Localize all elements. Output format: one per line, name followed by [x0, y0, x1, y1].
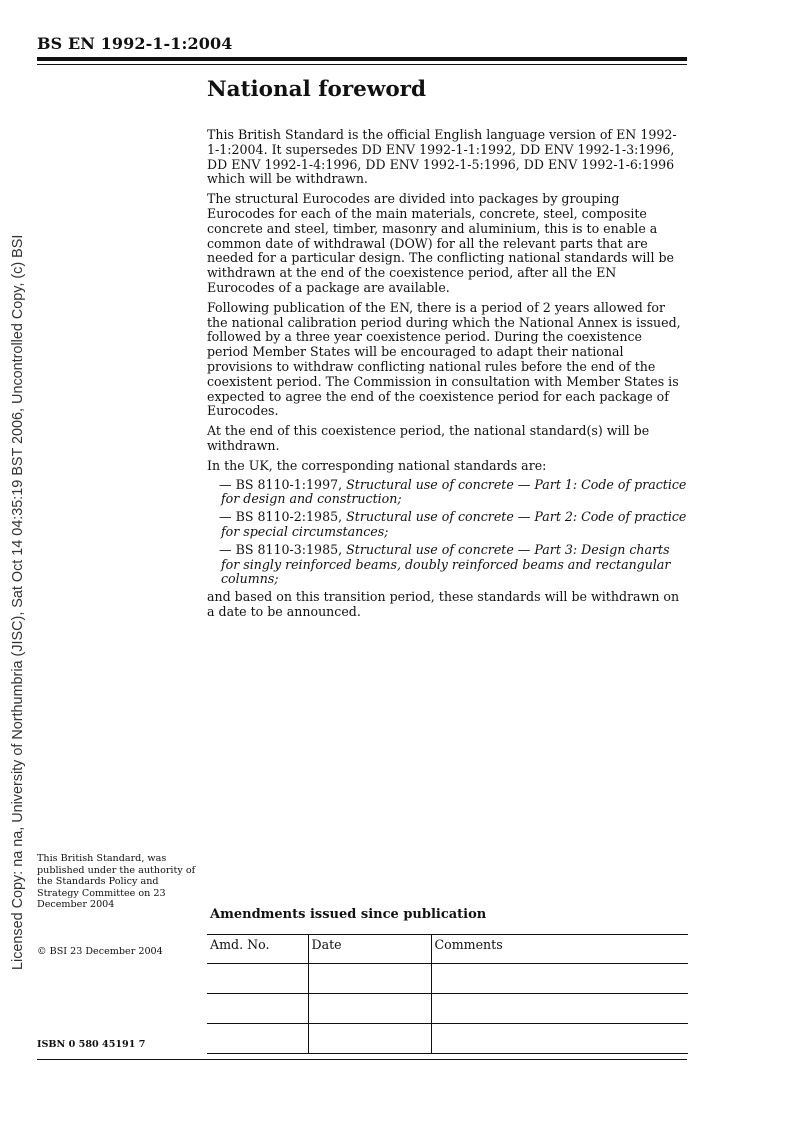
paragraph-calibration: Following publication of the EN, there is a period of 2 years allowed for the national calibration period during which the National Annex is issued, followed by a three year coexistence period. During the coexistence period Member States will be encouraged to adapt their national provisions to withdraw conflicting national rules before the end of the coexistent period. The Commission in consultation with Member States is expected to agree the end of the coexistence period for each package of Eurocodes. [207, 299, 681, 419]
paragraph-coexistence-end: At the end of this coexistence period, the national standard(s) will be withdrawn. [207, 423, 650, 453]
license-watermark: Licensed Copy: na na, University of Northumbria (JISC), Sat Oct 14 04:35:19 BST 2006, Uncontrolled Copy, (c) BSI [10, 234, 26, 970]
standard-code: — BS 8110-2:1985, [219, 509, 343, 525]
table-row [207, 1024, 688, 1054]
table-cell [308, 964, 431, 994]
table-cell [431, 1024, 688, 1054]
paragraph-packages: The structural Eurocodes are divided into packages by grouping Eurocodes for each of the main materials, concrete, steel, composite concrete and steel, timber, masonry and aluminium, this is to enable a common date of withdrawal (DOW) for all the relevant parts that are needed for a particular design. The conflicting national standards will be withdrawn at the end of the coexistence period, after all the EN Eurocodes of a package are available. [207, 191, 675, 295]
document-code: BS EN 1992-1-1:2004 [37, 34, 233, 53]
table-cell [308, 994, 431, 1024]
amendments-title: Amendments issued since publication [210, 907, 487, 922]
standard-list-item [207, 510, 687, 540]
column-header-date: Date [308, 935, 431, 964]
header-rule-thick [37, 57, 687, 61]
standard-title: Structural use of concrete — Part 3: Design charts for singly reinforced beams, doubly reinforced beams and rectangular columns; [221, 541, 671, 587]
standard-title: Structural use of concrete — Part 1: Code of practice for design and construction; [221, 476, 687, 507]
footer-rule [37, 1059, 687, 1060]
foreword-body [207, 128, 687, 625]
table-row [207, 964, 688, 994]
amendments-header-row [207, 935, 688, 964]
table-cell [431, 994, 688, 1024]
copyright-notice: © BSI 23 December 2004 [37, 946, 163, 957]
table-cell [431, 964, 688, 994]
amendments-table [207, 934, 688, 1054]
paragraph-uk-standards: In the UK, the corresponding national standards are: [207, 457, 547, 473]
table-cell [207, 994, 308, 1024]
table-cell [308, 1024, 431, 1054]
table-cell [207, 964, 308, 994]
standard-list-item [207, 543, 687, 587]
standard-list-item [207, 478, 687, 508]
table-cell [207, 1024, 308, 1054]
paragraph-closing: and based on this transition period, these standards will be withdrawn on a date to be announced. [207, 589, 680, 619]
page-title: National foreword [207, 77, 427, 102]
column-header-amd-no: Amd. No. [207, 935, 308, 964]
paragraph-supersedes: This British Standard is the official English language version of EN 1992-1-1:2004. It supersedes DD ENV 1992-1-1:1992, DD ENV 1992-1-3:1996, DD ENV 1992-1-4:1996, DD ENV 1992-1-5:1996, DD ENV 1992-1-6:1996 which will be withdrawn. [207, 127, 677, 187]
standard-title: Structural use of concrete — Part 2: Code of practice for special circumstances; [221, 509, 687, 539]
column-header-comments: Comments [431, 935, 688, 964]
publication-note: This British Standard, was published under the authority of the Standards Policy and Strategy Committee on 23 December 2004 [37, 853, 196, 911]
header-rule-thin [37, 64, 687, 65]
standard-code: — BS 8110-3:1985, [219, 541, 343, 557]
table-row [207, 994, 688, 1024]
isbn: ISBN 0 580 45191 7 [37, 1039, 146, 1050]
standard-code: — BS 8110-1:1997, [219, 476, 343, 492]
